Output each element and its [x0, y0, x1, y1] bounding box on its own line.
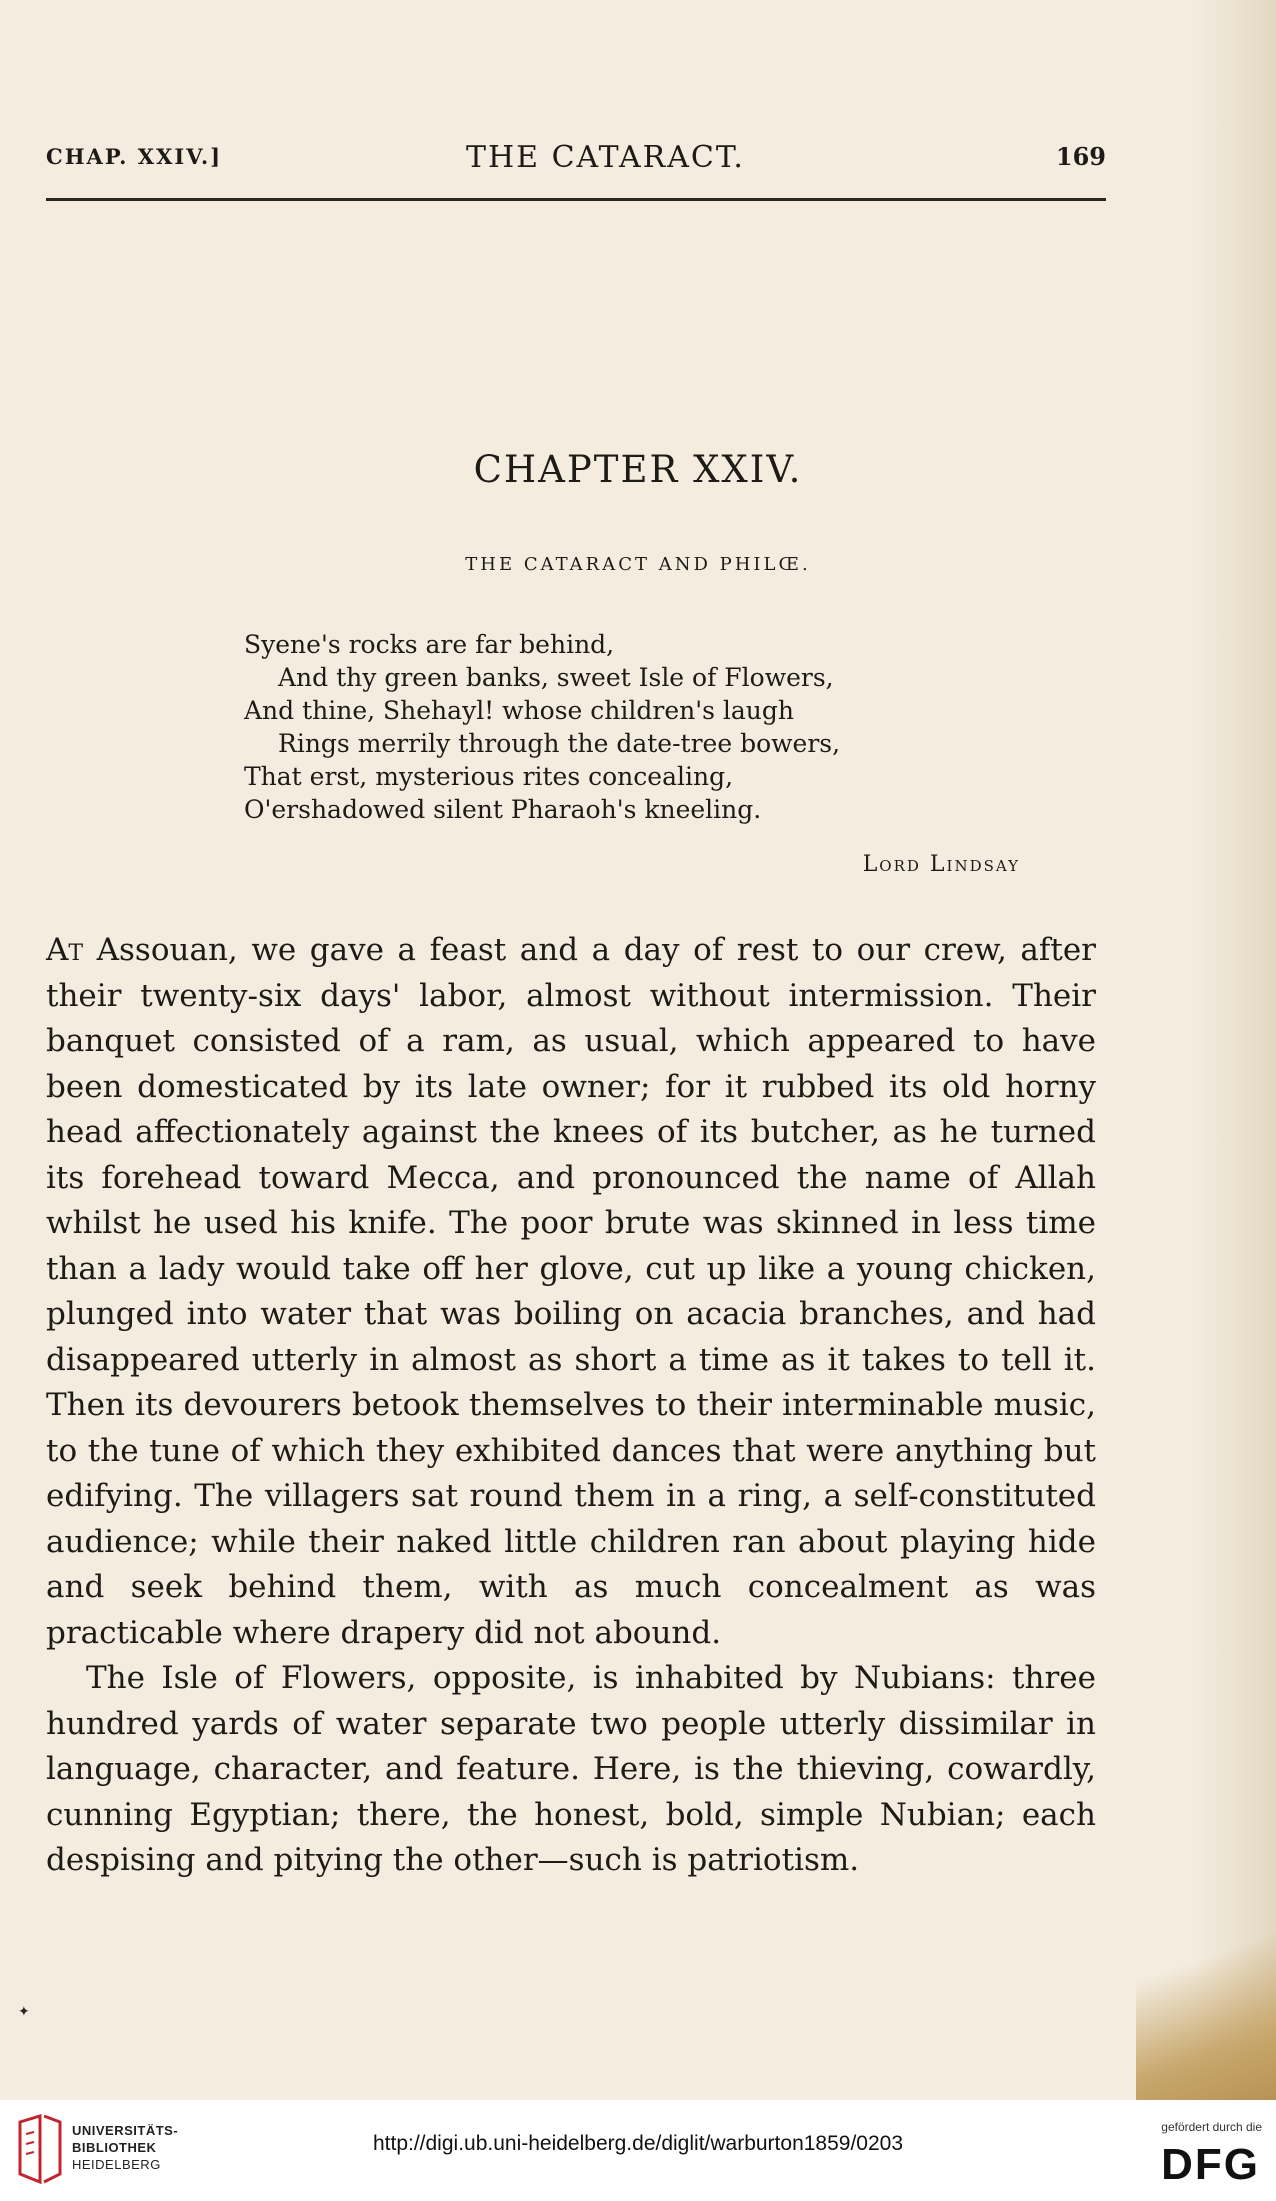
chapter-subtitle: THE CATARACT AND PHILŒ.	[465, 554, 811, 575]
paragraph: The Isle of Flowers, opposite, is inhabited by Nubians: three hundred yards of water separate two people utterly dissimilar in language, character, and feature. Here, is the thieving, cowardly, cunning Egyptian; there, the honest, bold, simple Nubian; each despising and pitying the other—such is patriotism.	[46, 1660, 1096, 1878]
running-head	[46, 140, 1106, 180]
poem-attribution: Lord Lindsay	[862, 852, 1020, 877]
body-text	[46, 928, 1096, 1884]
page-edge-shadow	[1196, 0, 1276, 2100]
running-head-chapter: CHAP. XXIV.]	[46, 144, 223, 169]
poem-line: Syene's rocks are far behind,	[244, 630, 615, 659]
poem-line: Rings merrily through the date-tree bowers,	[278, 729, 841, 758]
paragraph-first-word: At	[46, 932, 84, 968]
poem-line: And thy green banks, sweet Isle of Flowers,	[278, 663, 834, 692]
paragraph	[46, 928, 1096, 1656]
poem-line: That erst, mysterious rites concealing,	[244, 762, 734, 791]
page-number: 169	[1055, 142, 1106, 171]
epigraph-poem	[244, 628, 840, 826]
permalink[interactable]: http://digi.ub.uni-heidelberg.de/diglit/warburton1859/0203	[372, 2132, 904, 2155]
header-rule	[46, 198, 1106, 201]
library-name: UNIVERSITÄTS- BIBLIOTHEK HEIDELBERG	[72, 2123, 179, 2172]
margin-mark: ✦	[18, 2004, 30, 2020]
funded-by-label: gefördert durch die	[1161, 2120, 1262, 2134]
running-head-title: THE CATARACT.	[466, 140, 745, 175]
page-corner-stain	[1136, 1870, 1276, 2100]
poem-line: And thine, Shehayl! whose children's laugh	[244, 696, 794, 725]
digitization-footer	[0, 2100, 1276, 2201]
dfg-logo: DFG	[1161, 2140, 1260, 2189]
poem-line: O'ershadowed silent Pharaoh's kneeling.	[244, 795, 762, 824]
paragraph-text: Assouan, we gave a feast and a day of rest to our crew, after their twenty-six days' labor, almost without intermission. Their banquet consisted of a ram, as usual, which appeared to have been domesticated by its late owner; for it rubbed its old horny head affectionately against the knees of its butcher, as he turned its forehead toward Mecca, and pronounced the name of Allah whilst he used his knife. The poor brute was skinned in less time than a lady would take off her glove, cut up like a young chicken, plunged into water that was boiling on acacia branches, and had disappeared utterly in almost as short a time as it takes to tell it. Then its devourers betook themselves to their interminable music, to the tune of which they exhibited dances that were anything but edifying. The villagers sat round them in a ring, a self-constituted audience; while their naked little children ran about playing hide and seek behind them, with as much concealment as was practicable where drapery did not abound.	[46, 932, 1096, 1651]
chapter-title: CHAPTER XXIV.	[473, 448, 803, 491]
